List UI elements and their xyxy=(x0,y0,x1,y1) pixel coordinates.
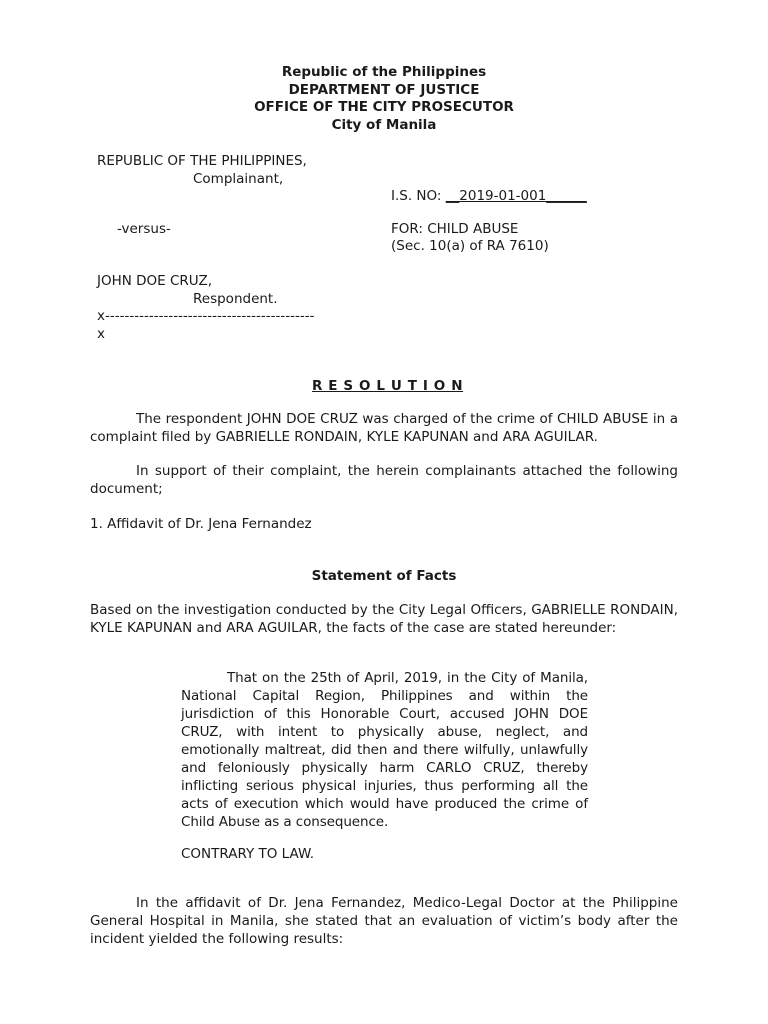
charge-law: (Sec. 10(a) of RA 7610) xyxy=(391,238,549,254)
complainant-name: REPUBLIC OF THE PHILIPPINES, xyxy=(97,153,307,169)
caption-separator-end: x xyxy=(97,326,105,342)
respondent-name: JOHN DOE CRUZ, xyxy=(97,273,212,289)
charge-label: FOR: CHILD ABUSE xyxy=(391,221,519,237)
complainant-role: Complainant, xyxy=(193,171,284,187)
information-quote xyxy=(181,669,588,831)
header-office: OFFICE OF THE CITY PROSECUTOR xyxy=(254,99,514,115)
header-republic: Republic of the Philippines xyxy=(281,64,487,80)
paragraph-investigation: Based on the investigation conducted by the City Legal Officers, GABRIELLE RONDAIN, KYLE KAPUNAN and ARA AGUILAR, the facts of the case are stated hereunder: xyxy=(90,602,678,636)
header-city: City of Manila xyxy=(331,117,437,133)
respondent-role: Respondent. xyxy=(193,291,278,307)
facts-heading: Statement of Facts xyxy=(311,568,457,584)
header-department: DEPARTMENT OF JUSTICE xyxy=(288,82,480,98)
case-number-value: __2019-01-001______ xyxy=(445,188,587,204)
case-number-label: I.S. NO: xyxy=(391,188,446,204)
versus-label: -versus- xyxy=(117,221,171,237)
resolution-title-text: R E S O L U T I O N xyxy=(312,378,464,394)
resolution-title xyxy=(312,377,463,395)
paragraph-support: In support of their complaint, the herein complainants attached the following document; xyxy=(90,463,678,497)
contrary-to-law: CONTRARY TO LAW. xyxy=(181,846,315,862)
paragraph-affidavit: In the affidavit of Dr. Jena Fernandez, Medico-Legal Doctor at the Philippine General Hospital in Manila, she stated that an evaluation of victim’s body after the incident yielded the following results: xyxy=(90,895,678,947)
case-number xyxy=(391,187,587,205)
list-item-affidavit: 1. Affidavit of Dr. Jena Fernandez xyxy=(90,516,312,532)
paragraph-charge: The respondent JOHN DOE CRUZ was charged of the crime of CHILD ABUSE in a complaint filed by GABRIELLE RONDAIN, KYLE KAPUNAN and ARA AGUILAR. xyxy=(90,411,678,445)
information-quote-text: That on the 25th of April, 2019, in the City of Manila, National Capital Region, Philippines and within the jurisdiction of this Honorable Court, accused JOHN DOE CRUZ, with intent to physically abuse, neglect, and emotionally maltreat, did then and there wilfully, unlawfully and feloniously physically harm CARLO CRUZ, thereby inflicting serious physical injuries, thus performing all the acts of execution which would have produced the crime of Child Abuse as a consequence. xyxy=(181,670,588,830)
caption-separator: x------------------------------------------- xyxy=(97,308,315,324)
